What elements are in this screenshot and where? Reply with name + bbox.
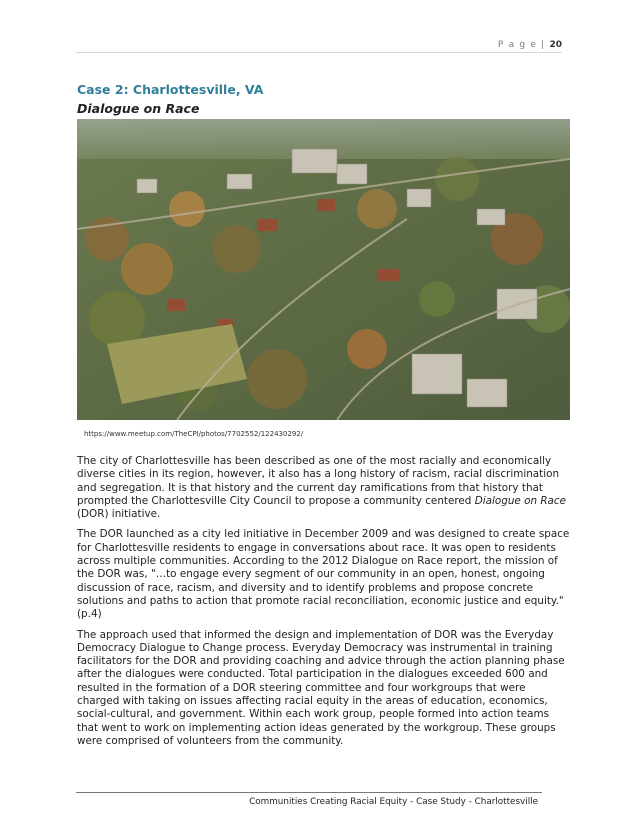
aerial-city-photo-icon <box>77 119 570 420</box>
page-footer: Communities Creating Racial Equity - Case Study - Charlottesville <box>249 797 538 807</box>
paragraph-approach: The approach used that informed the design and implementation of DOR was the Everyday Democracy Dialogue to Change process. Everyday Democracy was instrumental in training facilitators for the DOR and providing coaching and advice through the action planning phase after the dialogues were conducted. Total participation in the dialogues exceeded 600 and resulted in the formation of a DOR steering committee and four workgroups that were charged with taking on issues affecting racial equity in the areas of education, economics, social-cultural, and government. Within each work group, people formed into action teams that went to work on implementing action ideas generated by the workgroup. These groups were comprised of volunteers from the community. <box>77 628 565 747</box>
footer-divider <box>76 792 542 793</box>
case-title: Case 2: Charlottesville, VA <box>77 82 264 97</box>
body-text <box>77 455 571 755</box>
paragraph-intro-end: (DOR) initiative. <box>77 508 161 521</box>
page-number: 20 <box>549 40 562 50</box>
photo-credit: https://www.meetup.com/TheCPI/photos/7702552/122430292/ <box>84 430 304 438</box>
header-divider <box>76 52 562 53</box>
paragraph-launch: The DOR launched as a city led initiative in December 2009 and was designed to create space for Charlottesville residents to engage in conversations about race. It was open to residents across multiple communities. According to the 2012 Dialogue on Race report, the mission of the DOR was, "…to engage every segment of our community in an open, honest, ongoing discussion of race, racism, and diversity and to identify problems and propose concrete solutions and paths to action that promote racial reconciliation, economic justice and equity."(p.4) <box>77 528 570 621</box>
paragraph-intro <box>77 455 571 521</box>
section-subtitle: Dialogue on Race <box>77 101 200 116</box>
page-separator: | <box>541 40 546 50</box>
paragraph-intro-text: The city of Charlottesville has been described as one of the most racially and economically diverse cities in its region, however, it also has a long history of racism, racial discrimination and segregation. It is that history and the current day ramifications from that history that prompted the Charlottesville City Council to propose a community centered <box>77 455 560 507</box>
page-header <box>498 40 562 50</box>
dialogue-on-race-emphasis: Dialogue on Race <box>474 494 567 507</box>
page-label: P a g e <box>497 40 538 50</box>
aerial-city-photo <box>77 119 570 420</box>
